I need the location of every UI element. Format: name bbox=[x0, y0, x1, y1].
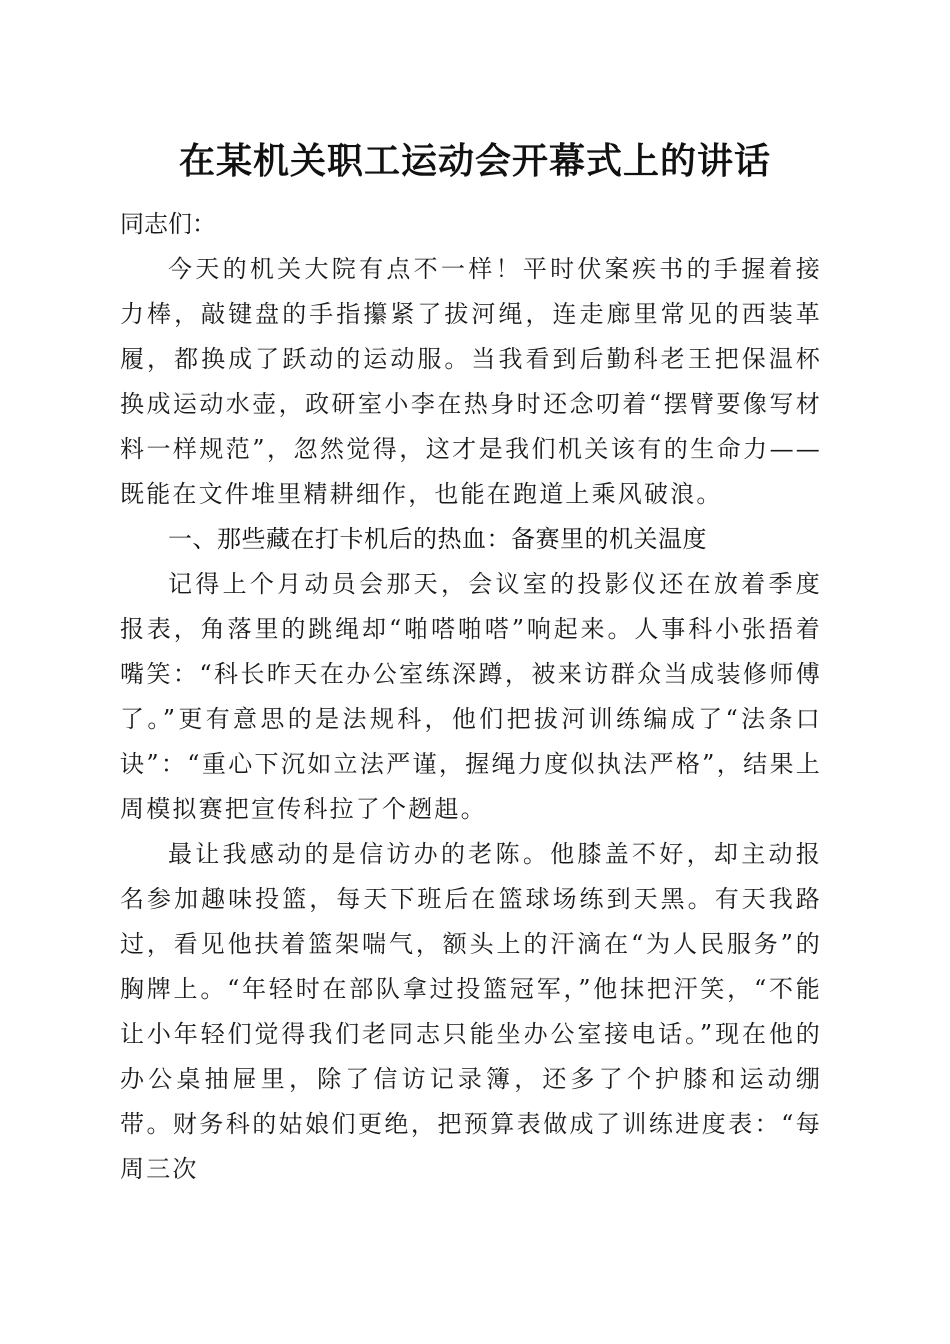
salutation: 同志们： bbox=[120, 210, 216, 238]
section-heading: 一、那些藏在打卡机后的热血：备赛里的机关温度 bbox=[168, 525, 707, 553]
document-body bbox=[120, 202, 822, 1192]
section-paragraph: 最让我感动的是信访办的老陈。他膝盖不好，却主动报名参加趣味投篮，每天下班后在篮球场练到天黑。有天我路过，看见他扶着篮架喘气，额头上的汗滴在“为人民服务”的胸牌上。“年轻时在部队拿过投篮冠军，”他抹把汗笑，“不能让小年轻们觉得我们老同志只能坐办公室接电话。”现在他的办公桌抽屉里，除了信访记录簿，还多了个护膝和运动绷带。财务科的姑娘们更绝，把预算表做成了训练进度表：“每周三次 bbox=[120, 840, 822, 1183]
intro-paragraph: 今天的机关大院有点不一样！平时伏案疾书的手握着接力棒，敲键盘的手指攥紧了拔河绳，连走廊里常见的西装革履，都换成了跃动的运动服。当我看到后勤科老王把保温杯换成运动水壶，政研室小李在热身时还念叨着“摆臂要像写材料一样规范”，忽然觉得，这才是我们机关该有的生命力——既能在文件堆里精耕细作，也能在跑道上乘风破浪。 bbox=[120, 255, 822, 508]
section-paragraph: 记得上个月动员会那天，会议室的投影仪还在放着季度报表，角落里的跳绳却“啪嗒啪嗒”响起来。人事科小张捂着嘴笑：“科长昨天在办公室练深蹲，被来访群众当成装修师傅了。”更有意思的是法规科，他们把拔河训练编成了“法条口诀”：“重心下沉如立法严谨，握绳力度似执法严格”，结果上周模拟赛把宣传科拉了个趔趄。 bbox=[120, 570, 822, 823]
document-title: 在某机关职工运动会开幕式上的讲话 bbox=[178, 140, 771, 182]
